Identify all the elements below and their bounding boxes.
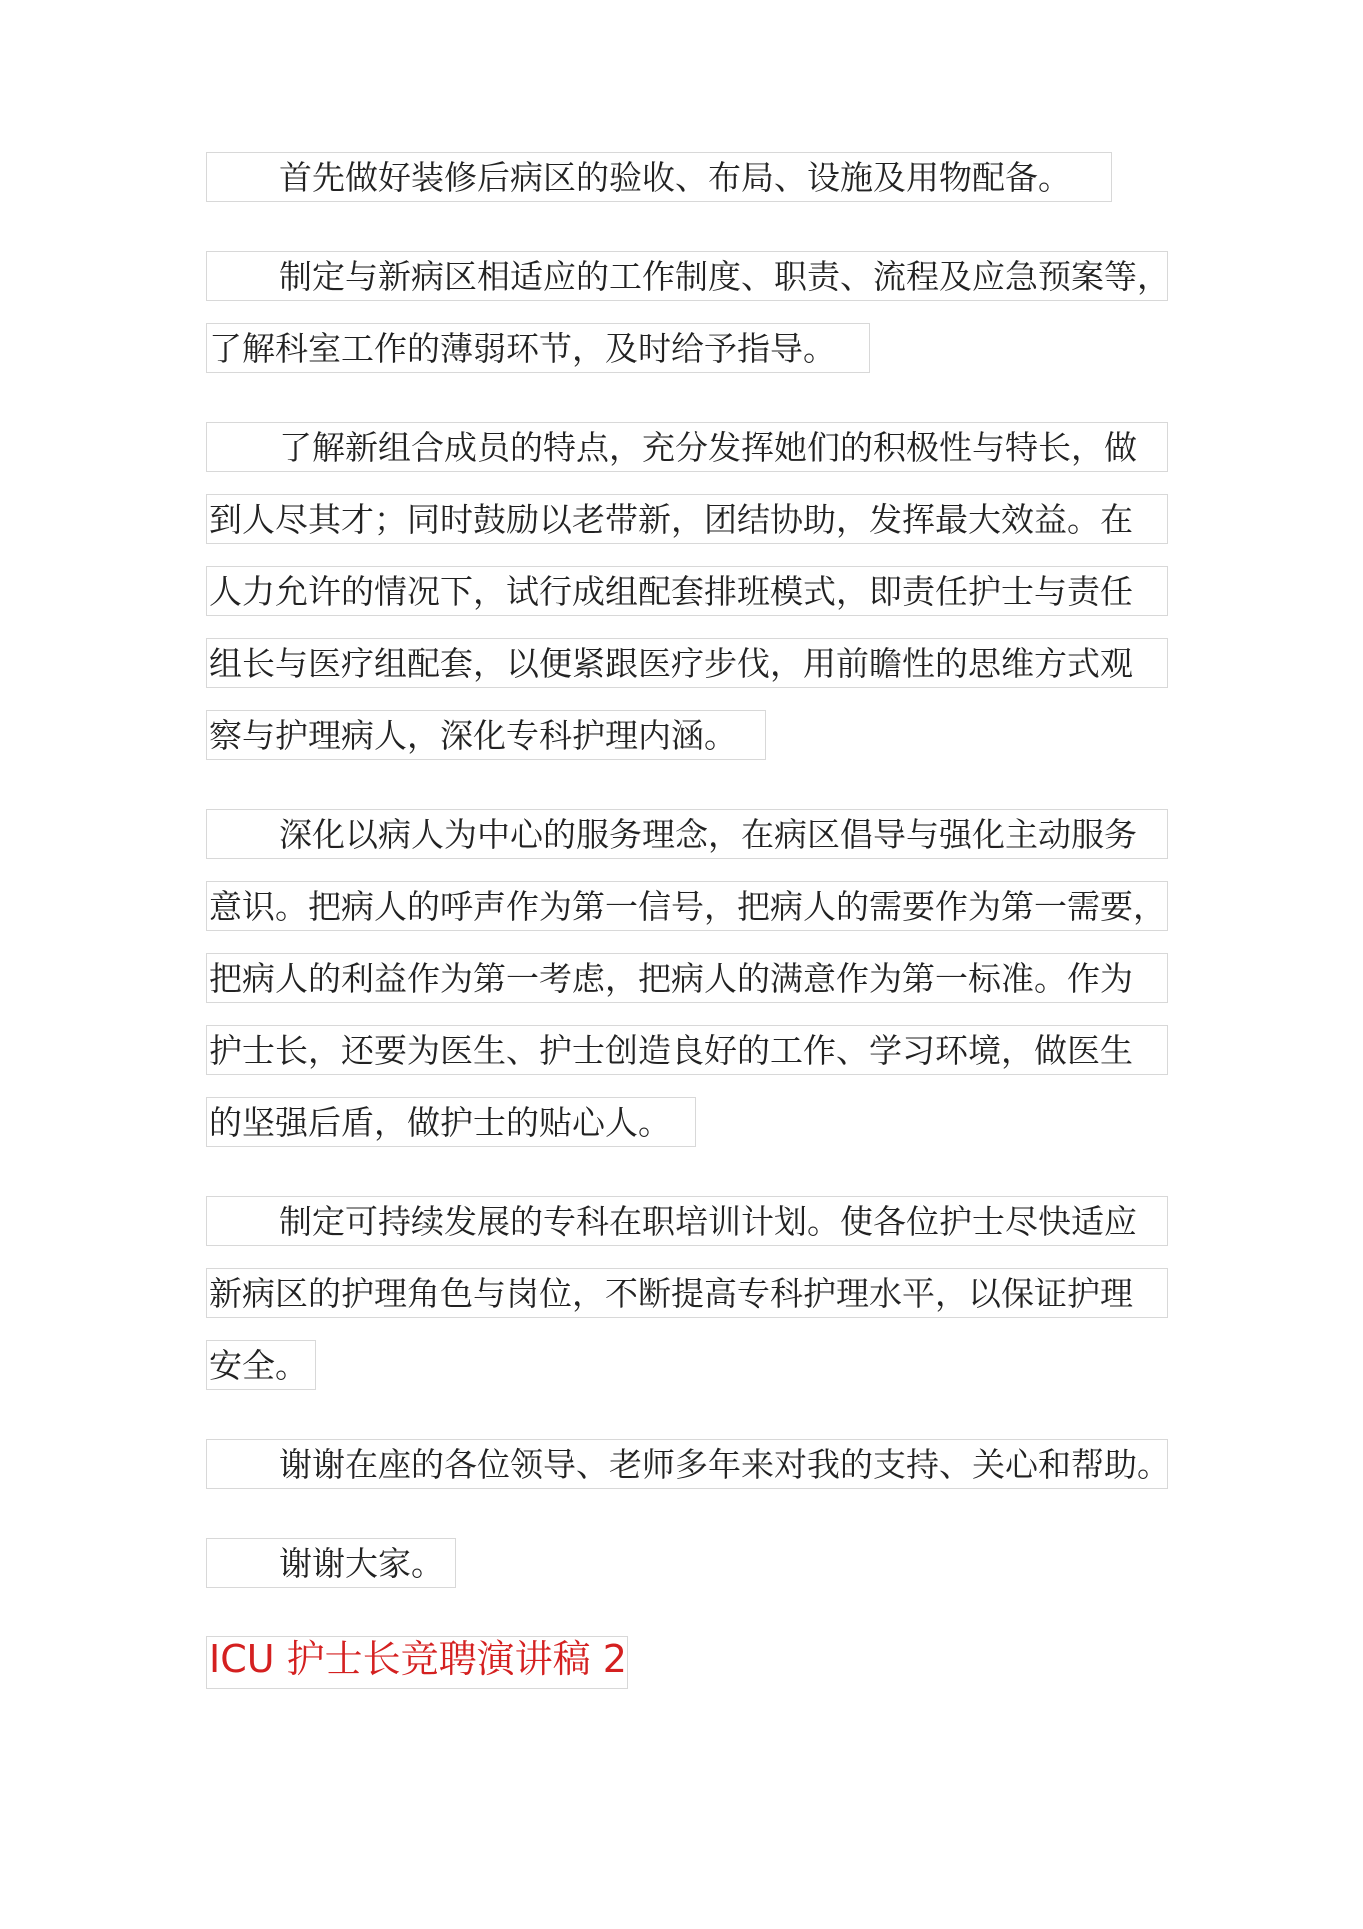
paragraph-6-line-1: 谢谢在座的各位领导、老师多年来对我的支持、关心和帮助。: [206, 1439, 1168, 1489]
paragraph-1-line-1: 首先做好装修后病区的验收、布局、设施及用物配备。: [206, 152, 1112, 202]
paragraph-3-line-3: 人力允许的情况下，试行成组配套排班模式，即责任护士与责任: [206, 566, 1168, 616]
paragraph-5-line-3: 安全。: [206, 1340, 316, 1390]
section-heading: ICU 护士长竞聘演讲稿 2: [206, 1636, 628, 1689]
paragraph-5-line-2: 新病区的护理角色与岗位，不断提高专科护理水平，以保证护理: [206, 1268, 1168, 1318]
paragraph-2-line-2: 了解科室工作的薄弱环节，及时给予指导。: [206, 323, 870, 373]
paragraph-4-line-3: 把病人的利益作为第一考虑，把病人的满意作为第一标准。作为: [206, 953, 1168, 1003]
paragraph-4-line-1: 深化以病人为中心的服务理念，在病区倡导与强化主动服务: [206, 809, 1168, 859]
paragraph-2-line-1: 制定与新病区相适应的工作制度、职责、流程及应急预案等，: [206, 251, 1168, 301]
paragraph-3-line-1: 了解新组合成员的特点，充分发挥她们的积极性与特长，做: [206, 422, 1168, 472]
paragraph-4-line-2: 意识。把病人的呼声作为第一信号，把病人的需要作为第一需要，: [206, 881, 1168, 931]
paragraph-7-line-1: 谢谢大家。: [206, 1538, 456, 1588]
paragraph-3-line-2: 到人尽其才；同时鼓励以老带新，团结协助，发挥最大效益。在: [206, 494, 1168, 544]
paragraph-5-line-1: 制定可持续发展的专科在职培训计划。使各位护士尽快适应: [206, 1196, 1168, 1246]
paragraph-4-line-5: 的坚强后盾，做护士的贴心人。: [206, 1097, 696, 1147]
paragraph-3-line-5: 察与护理病人，深化专科护理内涵。: [206, 710, 766, 760]
paragraph-4-line-4: 护士长，还要为医生、护士创造良好的工作、学习环境，做医生: [206, 1025, 1168, 1075]
paragraph-3-line-4: 组长与医疗组配套，以便紧跟医疗步伐，用前瞻性的思维方式观: [206, 638, 1168, 688]
